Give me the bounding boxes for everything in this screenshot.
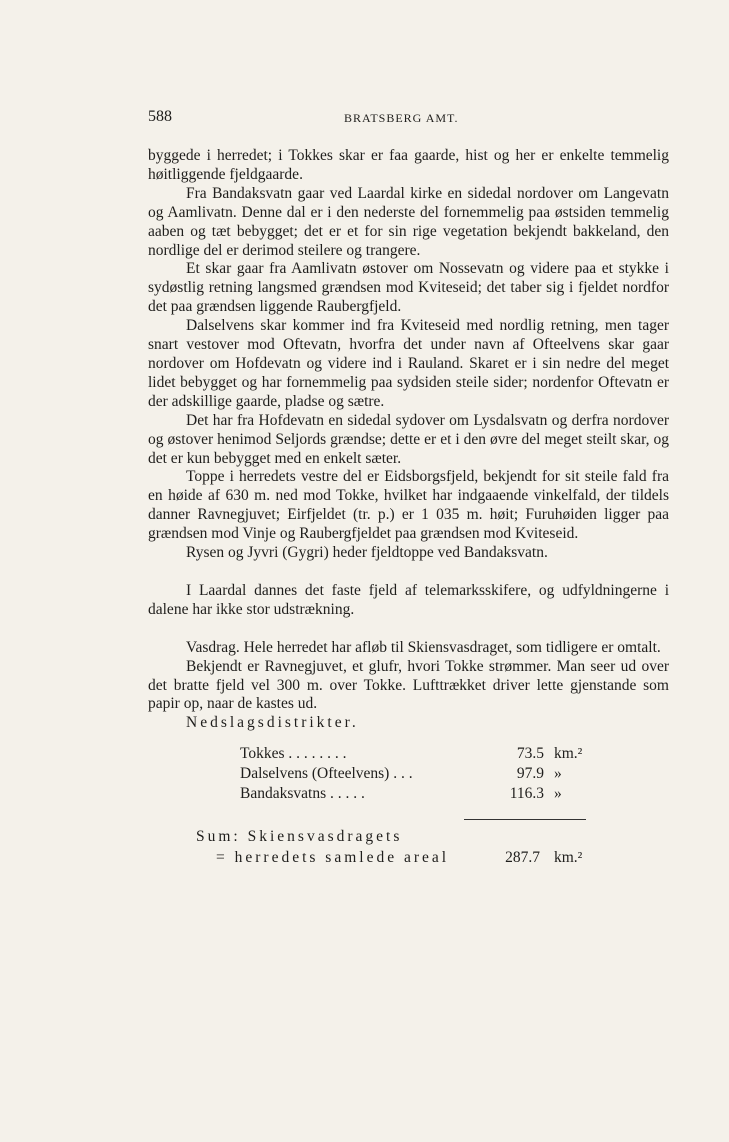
table-row — [240, 785, 600, 804]
section-heading: Nedslagsdistrikter. — [186, 714, 359, 732]
sum-value: 287.7 — [505, 849, 540, 867]
paragraph: Rysen og Jyvri (Gygri) heder fjeldtoppe ved Bandaksvatn. — [186, 544, 548, 562]
page-number: 588 — [148, 108, 172, 125]
row-value: 97.9 — [516, 765, 544, 783]
row-unit: » — [554, 765, 562, 783]
row-name: Tokkes . . . . . . . . — [240, 745, 347, 763]
page-body — [148, 147, 669, 870]
row-value: 116.3 — [509, 785, 544, 803]
row-name: Dalselvens (Ofteelvens) . . . — [240, 765, 413, 783]
row-value: 73.5 — [516, 745, 544, 763]
running-head: BRATSBERG AMT. — [344, 111, 459, 125]
sum-unit: km.² — [554, 849, 583, 867]
paragraph: Dalselvens skar kommer ind fra Kviteseid med nordlig retning, men tager snart vestover mod Oftevatn, hvorfra det under navn af Ofteelvens skar gaar nordover om Hofdevatn og videre ind i Rauland. Skaret er i sin nedre del meget lidet bebygget og har fornemmelig paa sydsiden steile sider; nordenfor Oftevatn er der adskillige gaarde, pladse og sætre. — [148, 317, 669, 410]
paragraph: Toppe i herredets vestre del er Eidsborgsfjeld, bekjendt for sit steile fald fra en høide af 630 m. ned mod Tokke, hvilket har indgaaende vinkelfald, der tildels danner Ravnegjuvet; Eirfjeldet (tr. p.) er 1 035 m. høit; Furuhøiden ligger paa grændsen mod Vinje og Raubergfjeldet paa grændsen mod Kviteseid. — [148, 468, 669, 543]
table-row — [240, 745, 600, 764]
paragraph: Vasdrag. Hele herredet har afløb til Skiensvasdraget, som tidligere er omtalt. — [186, 638, 661, 656]
row-unit: » — [554, 785, 562, 803]
page-header — [148, 108, 668, 130]
paragraph: Bekjendt er Ravnegjuvet, et glufr, hvori Tokke strømmer. Man seer ud over det bratte fjeld vel 300 m. over Tokke. Lufttrækket driver lette gjenstande som papir op, naar de kastes ud. — [148, 657, 669, 713]
table-row — [240, 765, 600, 784]
sum-description: = herredets samlede areal — [216, 849, 450, 867]
row-unit: km.² — [554, 745, 583, 763]
paragraph: Et skar gaar fra Aamlivatn østover om Nossevatn og videre paa et stykke i sydøstlig retning langsmed grændsen mod Kviteseid; det taber sig i fjeldet nordfor det paa grændsen liggende Raubergfjeld. — [148, 260, 669, 316]
sum-block — [148, 828, 669, 870]
sum-rule — [464, 819, 586, 820]
paragraph: Fra Bandaksvatn gaar ved Laardal kirke en sidedal nordover om Langevatn og Aamlivatn. Denne dal er i den nederste del fornemmelig paa østsiden temmelig aaben og tæt bebygget; det er et for sin rige vegetation bekjendt bakkeland, den nordlige del er derimod steilere og trangere. — [148, 184, 669, 259]
area-table — [148, 745, 669, 811]
row-name: Bandaksvatns . . . . . — [240, 785, 365, 803]
paragraph: I Laardal dannes det faste fjeld af telemarksskifere, og udfyldningerne i dalene har ikke stor udstrækning. — [148, 581, 669, 618]
sum-label: Sum: Skiensvasdragets — [196, 828, 403, 846]
paragraph: byggede i herredet; i Tokkes skar er faa gaarde, hist og her er enkelte temmelig høitliggende fjeldgaarde. — [148, 147, 669, 183]
paragraph: Det har fra Hofdevatn en sidedal sydover om Lysdalsvatn og derfra nordover og østover henimod Seljords grændse; dette er et i den øvre del meget steilt skar, og det er kun bebygget med en enkelt sæter. — [148, 411, 669, 467]
